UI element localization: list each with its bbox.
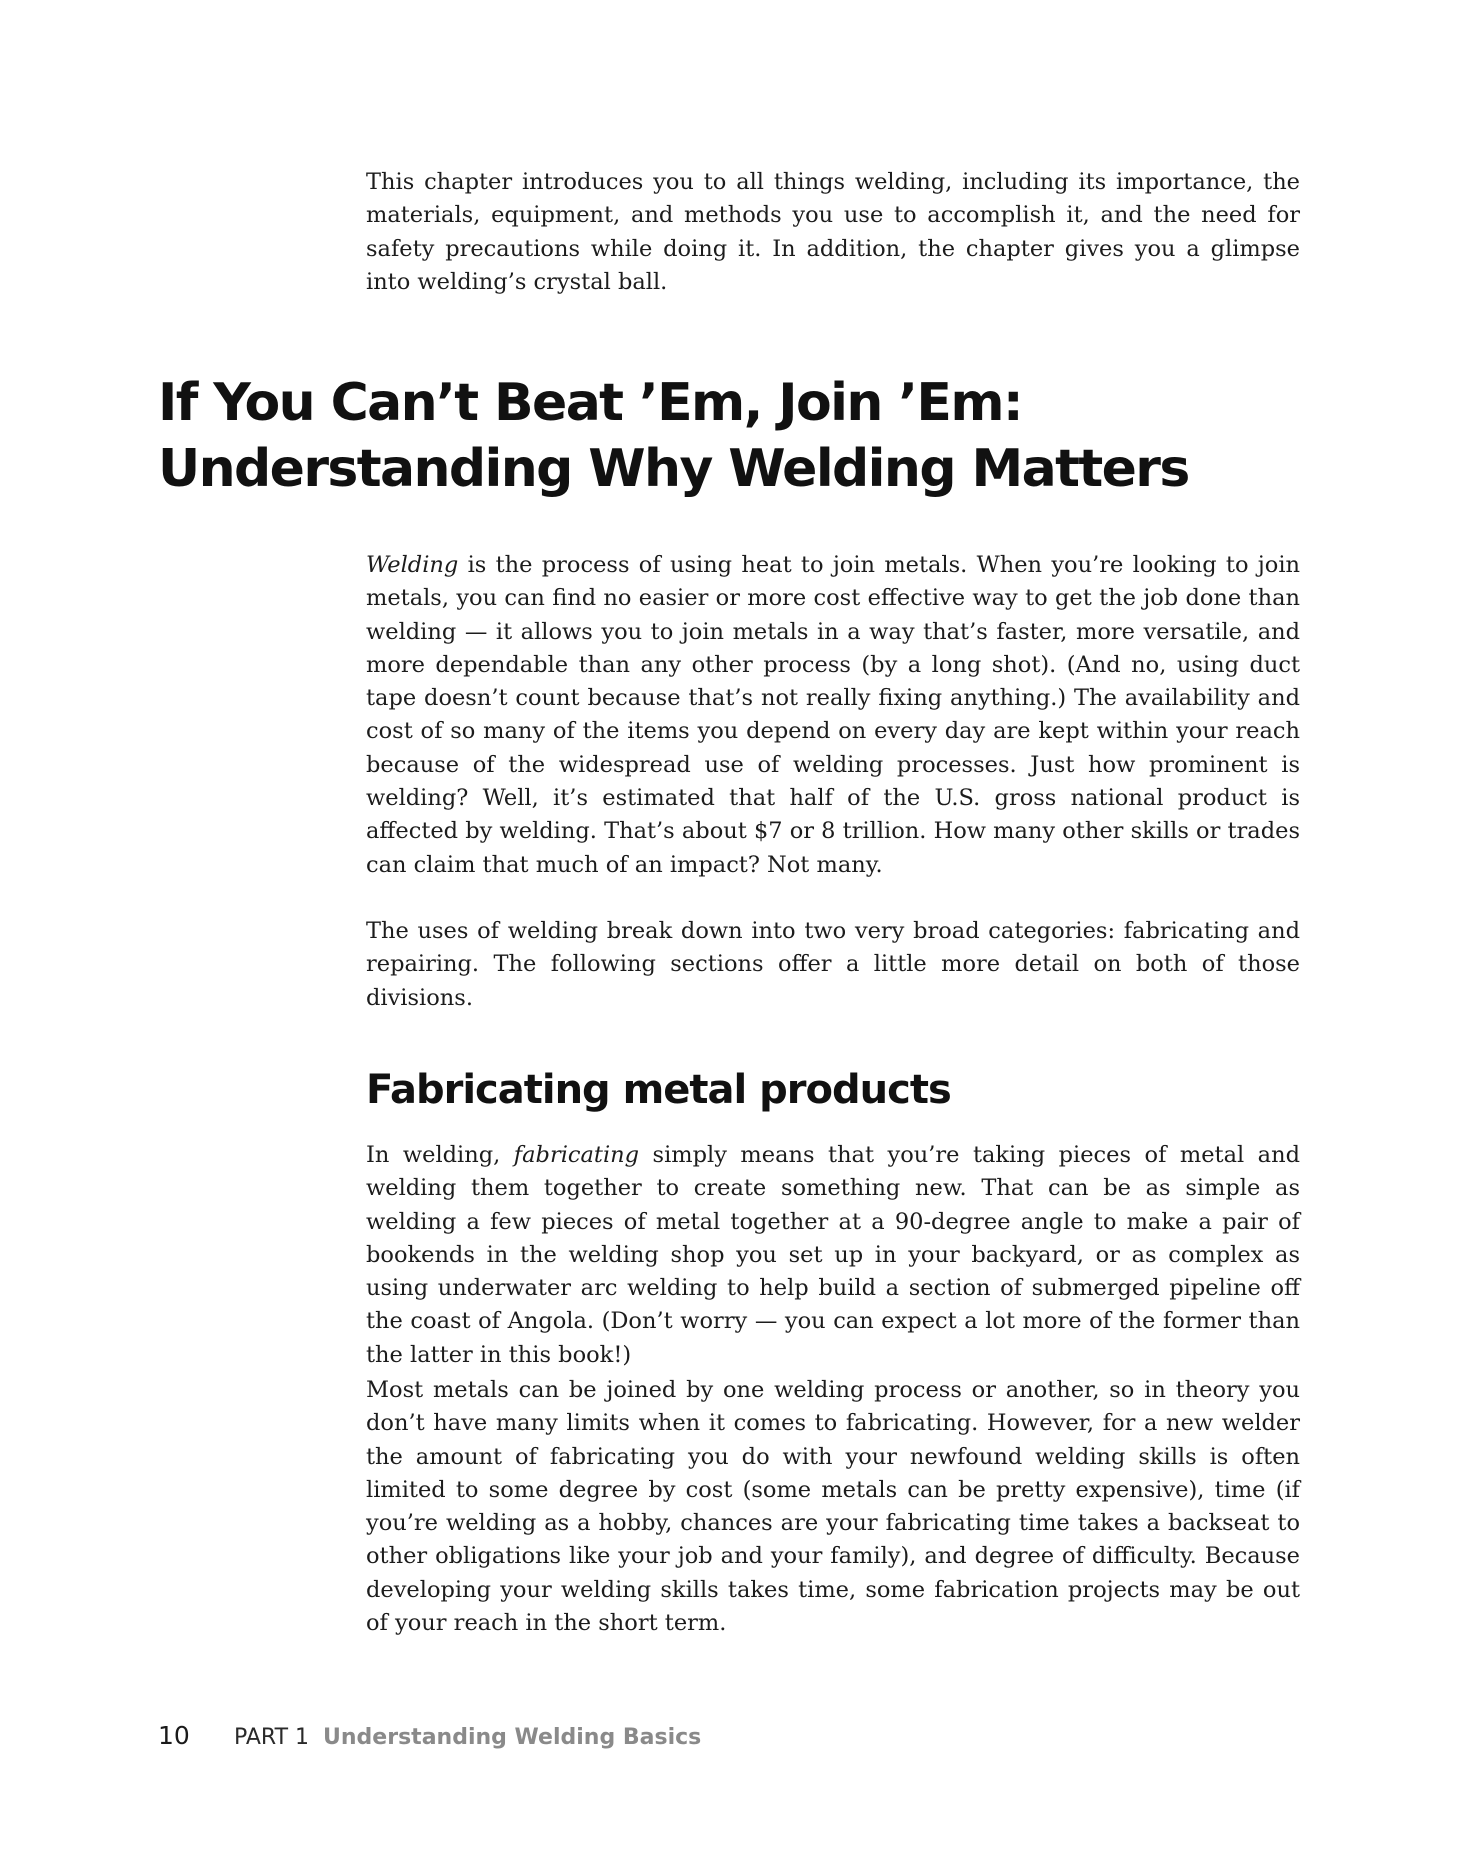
fabricating-intro-text: In welding,	[366, 1142, 514, 1168]
fabricating-limits-paragraph: Most metals can be joined by one welding process or another, so in theory you don’t have many limits when it comes to fabricating. However, for a new welder the amount of fabricating you do with your newfound welding skills is often limited to some degree by cost (some metals can be pretty expensive), time (if you’re welding as a hobby, chances are your fabricating time takes a backseat to other obligations like your job and your family), and degree of difficulty. Because developing your welding skills takes time, some fabrication projects may be out of your reach in the short term.	[366, 1377, 1300, 1637]
welding-definition-paragraph	[366, 549, 1300, 882]
part-title: Understanding Welding Basics	[323, 1725, 702, 1750]
section-heading-line-1: If You Can’t Beat ’Em, Join ’Em:	[158, 373, 1023, 433]
fabricating-definition-text: simply means that you’re taking pieces of metal and welding them together to create something new. That can be as simple as welding a few pieces of metal together at a 90-degree angle to make a pair of bookends in the welding shop you set up in your backyard, or as complex as using underwater arc welding to help build a section of submerged pipeline off the coast of Angola. (Don’t worry — you can expect a lot more of the former than the latter in this book!)	[366, 1142, 1300, 1368]
term-fabricating: fabricating	[513, 1142, 640, 1168]
fabricating-definition-paragraph	[366, 1139, 1300, 1372]
uses-paragraph: The uses of welding break down into two very broad categories: fabricating and repairing. The following sections offer a little more detail on both of those divisions.	[366, 918, 1300, 1011]
term-welding: Welding	[366, 552, 459, 578]
part-label: PART 1	[234, 1725, 310, 1750]
intro-paragraph: This chapter introduces you to all things welding, including its importance, the materials, equipment, and methods you use to accomplish it, and the need for safety precautions while doing it. In addition, the chapter gives you a glimpse into welding’s crystal ball.	[366, 169, 1300, 295]
page-number: 10	[158, 1721, 190, 1750]
welding-definition-text: is the process of using heat to join metals. When you’re looking to join metals, you can find no easier or more cost effective way to get the job done than welding — it allows you to join metals in a way that’s faster, more versatile, and more dependable than any other process (by a long shot). (And no, using duct tape doesn’t count because that’s not really fixing anything.) The availability and cost of so many of the items you depend on every day are kept within your reach because of the widespread use of welding processes. Just how prominent is welding? Well, it’s estimated that half of the U.S. gross national product is affected by welding. That’s about $7 or 8 trillion. How many other skills or trades can claim that much of an impact? Not many.	[366, 552, 1300, 878]
section-heading	[158, 370, 1300, 502]
section-heading-line-2: Understanding Why Welding Matters	[158, 439, 1189, 499]
subsection-heading: Fabricating metal products	[366, 1067, 951, 1113]
page-footer	[158, 1721, 701, 1757]
